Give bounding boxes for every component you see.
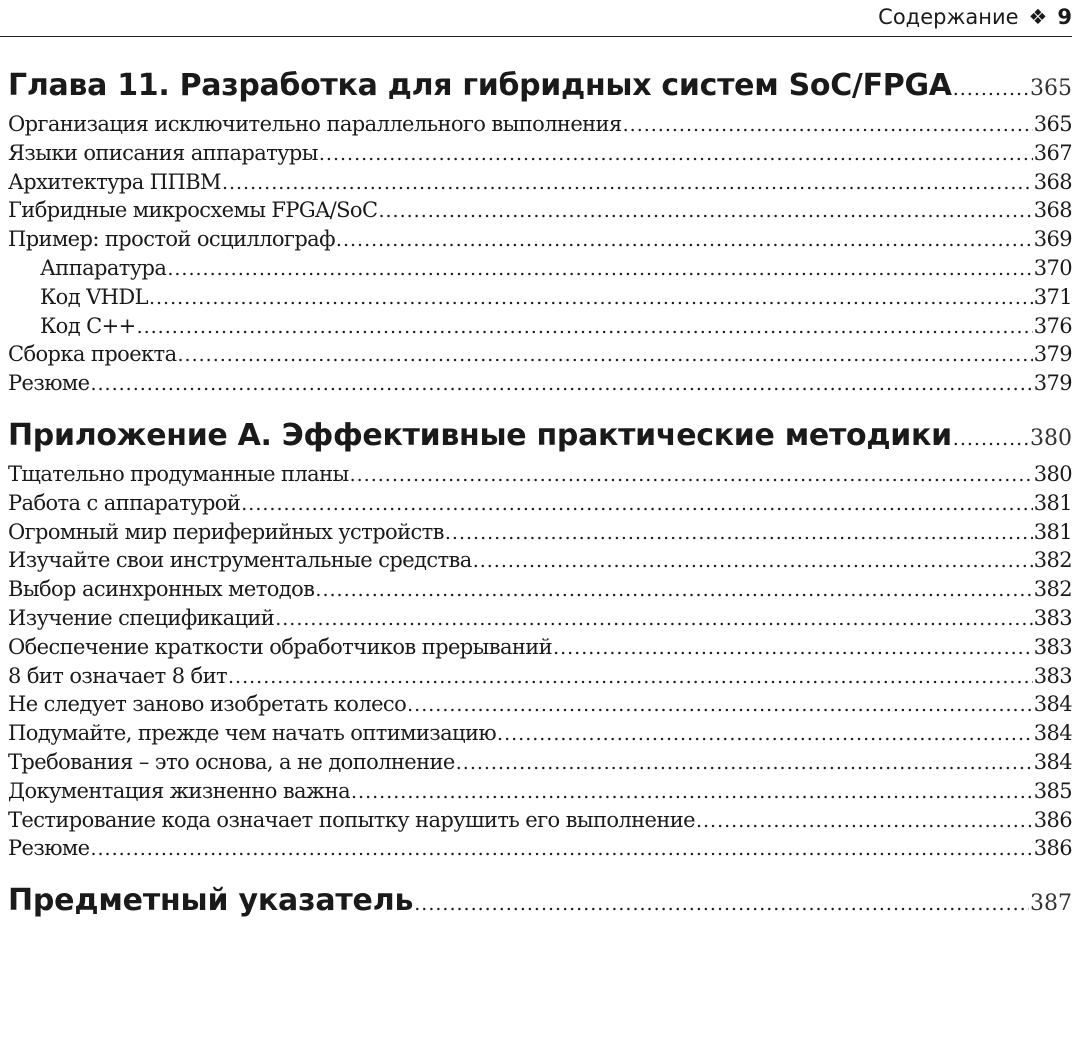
dot-leader	[378, 200, 1032, 222]
dot-leader	[241, 493, 1032, 515]
toc-entry[interactable]	[8, 342, 1072, 371]
dot-leader	[137, 316, 1033, 338]
entry-title: 8 бит означает 8 бит	[8, 663, 228, 688]
entry-page: 384	[1033, 749, 1072, 774]
toc-entry[interactable]	[8, 577, 1072, 606]
chapter-heading[interactable]	[8, 883, 1072, 927]
dot-leader	[351, 781, 1033, 803]
chapter-title: Глава 11. Разработка для гибридных систем SoC/FPGA	[8, 68, 952, 103]
dot-leader	[90, 838, 1032, 860]
toc-entry[interactable]	[8, 664, 1072, 693]
dot-leader	[336, 229, 1033, 251]
toc-entry[interactable]	[8, 721, 1072, 750]
entry-page: 381	[1033, 490, 1072, 515]
entry-page: 384	[1033, 692, 1072, 717]
toc-entry[interactable]	[8, 491, 1072, 520]
entry-page: 383	[1033, 605, 1072, 630]
page-number: 9	[1057, 5, 1072, 29]
toc-entry[interactable]	[8, 692, 1072, 721]
toc-chapter	[8, 68, 1072, 400]
toc-entry[interactable]	[8, 606, 1072, 635]
entry-page: 381	[1033, 519, 1072, 544]
toc-entry[interactable]	[8, 462, 1072, 491]
entry-page: 380	[1033, 461, 1072, 486]
entry-title: Резюме	[8, 371, 90, 396]
entry-page: 386	[1033, 836, 1072, 861]
chapter-page: 387	[1030, 891, 1072, 917]
entry-title: Тщательно продуманные планы	[8, 461, 349, 486]
entry-page: 382	[1033, 577, 1072, 602]
dot-leader	[149, 287, 1033, 309]
dot-leader	[953, 78, 1029, 100]
toc-entry[interactable]	[8, 112, 1072, 141]
entry-title: Изучайте свои инструментальные средства	[8, 548, 472, 573]
entry-page: 383	[1033, 663, 1072, 688]
entry-title: Подумайте, прежде чем начать оптимизацию	[8, 721, 497, 746]
toc-entry[interactable]	[8, 371, 1072, 400]
entry-page: 382	[1033, 548, 1072, 573]
entry-page: 383	[1033, 634, 1072, 659]
entry-title: Код VHDL	[40, 284, 148, 309]
dot-leader	[350, 464, 1033, 486]
entry-title: Архитектура ППВМ	[8, 169, 221, 194]
chapter-heading[interactable]	[8, 418, 1072, 462]
entry-page: 379	[1033, 342, 1072, 367]
entry-page: 368	[1033, 198, 1072, 223]
entry-title: Сборка проекта	[8, 342, 177, 367]
entry-page: 369	[1033, 227, 1072, 252]
entry-page: 385	[1033, 778, 1072, 803]
entry-page: 384	[1033, 721, 1072, 746]
toc-chapter	[8, 883, 1072, 927]
entry-title: Выбор асинхронных методов	[8, 577, 315, 602]
toc-entry[interactable]	[8, 836, 1072, 865]
dot-leader	[178, 344, 1033, 366]
entry-title: Изучение спецификаций	[8, 605, 275, 630]
dot-leader	[90, 373, 1032, 395]
dot-leader	[275, 608, 1033, 630]
chapter-heading[interactable]	[8, 68, 1072, 112]
entry-page: 379	[1033, 371, 1072, 396]
entry-title: Огромный мир периферийных устройств	[8, 519, 444, 544]
ornament-icon: ❖	[1028, 5, 1048, 29]
entry-page: 386	[1033, 807, 1072, 832]
toc-entry[interactable]	[8, 141, 1072, 170]
entry-title: Резюме	[8, 836, 90, 861]
toc-chapter	[8, 418, 1072, 865]
toc-subentry[interactable]	[8, 285, 1072, 314]
dot-leader	[445, 522, 1033, 544]
dot-leader	[167, 258, 1032, 280]
chapter-page: 380	[1030, 425, 1072, 451]
toc-entry[interactable]	[8, 548, 1072, 577]
toc-entry[interactable]	[8, 750, 1072, 779]
toc-entry[interactable]	[8, 520, 1072, 549]
toc-entry[interactable]	[8, 779, 1072, 808]
chapter-title: Предметный указатель	[8, 883, 414, 919]
entry-title: Аппаратура	[40, 255, 167, 280]
entry-title: Языки описания аппаратуры	[8, 140, 318, 165]
dot-leader	[228, 666, 1033, 688]
entry-title: Организация исключительно параллельного выполнения	[8, 112, 622, 136]
dot-leader	[696, 810, 1033, 832]
toc-entry[interactable]	[8, 227, 1072, 256]
toc-subentry[interactable]	[8, 314, 1072, 343]
entry-page: 368	[1033, 169, 1072, 194]
entry-page: 367	[1033, 140, 1072, 165]
dot-leader	[497, 723, 1033, 745]
entry-title: Тестирование кода означает попытку нарушить его выполнение	[8, 807, 695, 832]
table-of-contents	[8, 68, 1072, 945]
toc-entry[interactable]	[8, 170, 1072, 199]
toc-entry[interactable]	[8, 635, 1072, 664]
dot-leader	[553, 637, 1033, 659]
dot-leader	[315, 579, 1032, 601]
entry-page: 371	[1033, 284, 1072, 309]
entry-page: 376	[1033, 313, 1072, 338]
entry-title: Работа с аппаратурой	[8, 490, 241, 515]
dot-leader	[407, 694, 1033, 716]
chapter-page: 365	[1030, 76, 1072, 101]
running-head	[878, 2, 1072, 32]
entry-title: Требования – это основа, а не дополнение	[8, 749, 455, 774]
dot-leader	[414, 893, 1029, 915]
dot-leader	[319, 143, 1033, 165]
header-rule	[0, 36, 1072, 37]
dot-leader	[473, 550, 1033, 572]
toc-subentry[interactable]	[8, 256, 1072, 285]
toc-entry[interactable]	[8, 198, 1072, 227]
entry-title: Гибридные микросхемы FPGA/SoC	[8, 198, 378, 223]
toc-entry[interactable]	[8, 808, 1072, 837]
entry-title: Код C++	[40, 313, 136, 338]
entry-title: Не следует заново изобретать колесо	[8, 692, 407, 717]
dot-leader	[456, 752, 1033, 774]
entry-page: 365	[1033, 112, 1072, 136]
dot-leader	[953, 428, 1029, 450]
chapter-title: Приложение А. Эффективные практические методики	[8, 417, 952, 453]
entry-title: Документация жизненно важна	[8, 778, 350, 803]
dot-leader	[623, 114, 1033, 136]
dot-leader	[222, 172, 1033, 194]
entry-page: 370	[1033, 255, 1072, 280]
entry-title: Пример: простой осциллограф	[8, 227, 335, 252]
entry-title: Обеспечение краткости обработчиков прерываний	[8, 634, 553, 659]
running-head-title: Содержание	[878, 5, 1019, 29]
